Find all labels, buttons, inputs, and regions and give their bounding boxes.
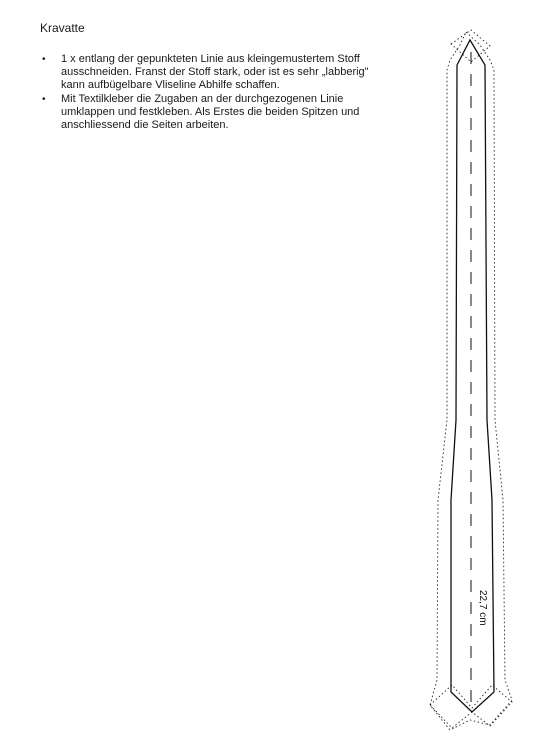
page-title: Kravatte (40, 21, 85, 35)
instruction-text: Mit Textilkleber die Zugaben an der durchgezogenen Linie umklappen und festkleben. Als Erstes die beiden Spitzen und anschliessend die Seiten arbeiten. (61, 92, 360, 132)
bullet-icon: • (42, 54, 46, 65)
instruction-text: 1 x entlang der gepunkteten Linie aus kleingemustertem Stoff ausschneiden. Franst der Stoff stark, oder ist es sehr „labberig" kann aufbügelbare Vliseline Abhilfe schaffen. (61, 53, 369, 92)
measurement-label: 22,7 cm (477, 590, 488, 626)
bullet-icon: • (42, 93, 46, 105)
